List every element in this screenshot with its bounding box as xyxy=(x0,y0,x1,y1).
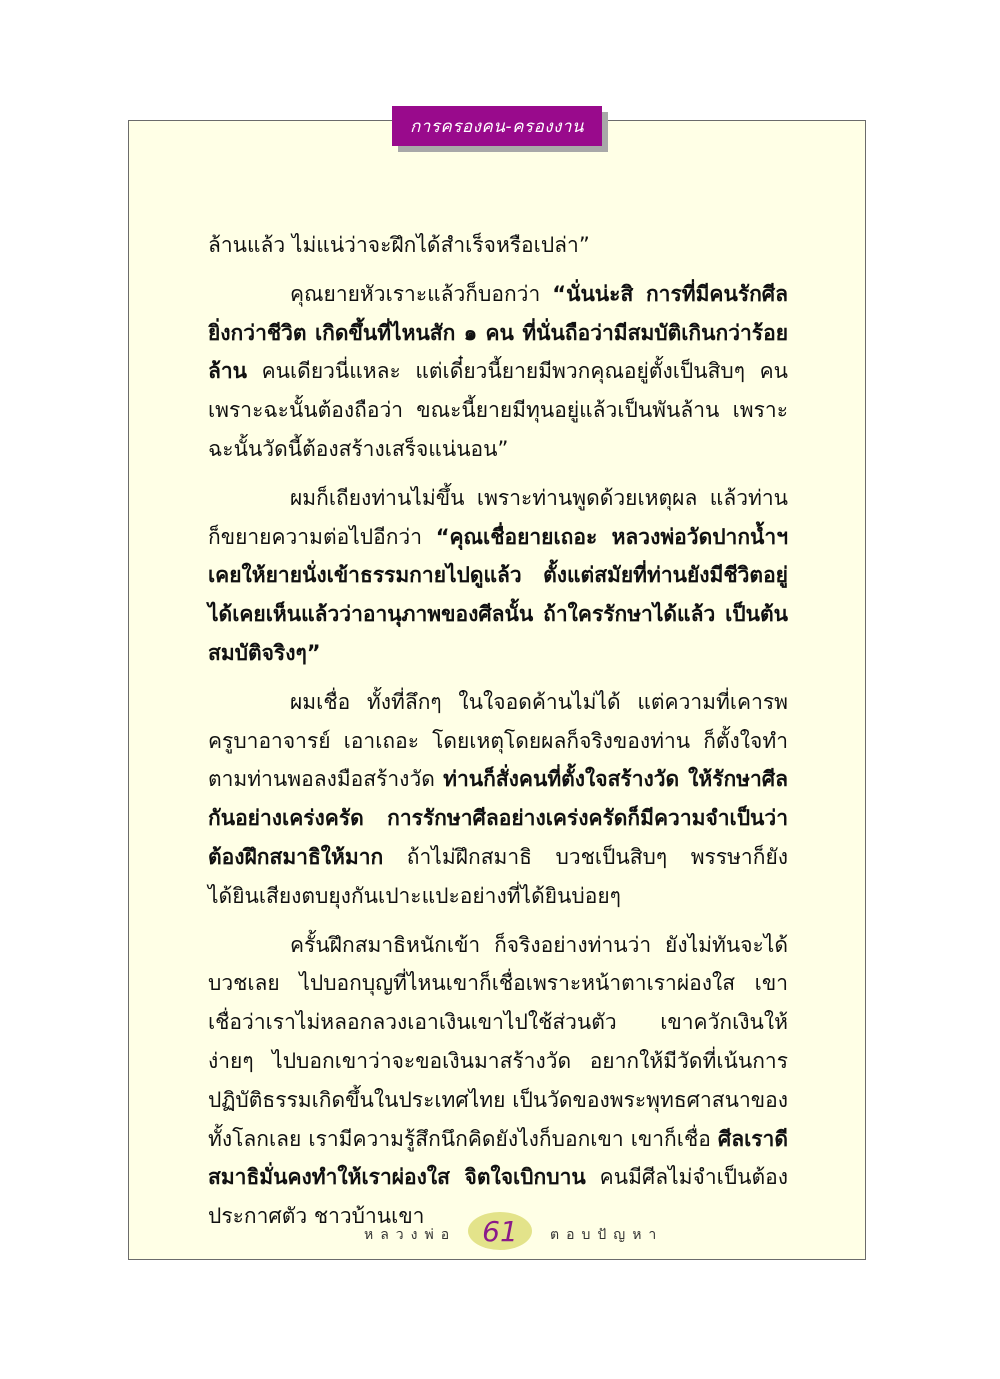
body-text xyxy=(208,226,788,1246)
page-number: 61 xyxy=(482,1214,518,1248)
body-paragraph xyxy=(208,683,788,916)
text-segment: ผมก็เถียงท่านไม่ขึ้น เพราะท่านพูดด้วยเหตุผล แล้วท่านก็ขยายความต่อไปอีกว่า xyxy=(208,485,788,549)
text-segment: ล้านแล้ว ไม่แน่ว่าจะฝึกได้สำเร็จหรือเปล่า” xyxy=(208,233,590,257)
text-segment: คนมีศีลไม่จำเป็นต้องประกาศตัว ชาวบ้านเขา xyxy=(208,1165,788,1229)
text-segment: ผมเชื่อ ทั้งที่ลึกๆ ในใจอดค้านไม่ได้ แต่ความที่เคารพครูบาอาจารย์ เอาเถอะ โดยเหตุโดยผลก็จริงของท่าน ก็ตั้งใจทำตามท่านพอลงมือสร้างวัด xyxy=(208,689,788,792)
text-segment: คนเดียวนี่แหละ แต่เดี๋ยวนี้ยายมีพวกคุณอยู่ตั้งเป็นสิบๆ คน เพราะฉะนั้นต้องถือว่า ขณะนี้ยายมีทุนอยู่แล้วเป็นพันล้าน เพราะฉะนั้นวัดนี้ต้องสร้างเสร็จแน่นอน” xyxy=(208,359,788,461)
body-paragraph xyxy=(208,226,788,265)
emphasized-text: ท่านก็สั่งคนที่ตั้งใจสร้างวัด ให้รักษาศีลกันอย่างเคร่งครัด การรักษาศีลอย่างเคร่งครัดก็มีความจำเป็นว่าต้องฝึกสมาธิให้มาก xyxy=(208,767,789,869)
text-segment: ถ้าไม่ฝึกสมาธิ บวชเป็นสิบๆ พรรษาก็ยังได้ยินเสียงตบยุงกันเปาะแปะอย่างที่ได้ยินบ่อยๆ xyxy=(208,844,788,908)
text-segment: คุณยายหัวเราะแล้วก็บอกว่า xyxy=(290,281,553,306)
page-footer xyxy=(0,1212,1000,1252)
body-paragraph xyxy=(208,275,788,469)
body-paragraph xyxy=(208,926,788,1236)
section-title-tab: การครองคน-ครองงาน xyxy=(392,106,602,146)
text-segment: ครั้นฝึกสมาธิหนักเข้า ก็จริงอย่างท่านว่า ยังไม่ทันจะได้บวชเลย ไปบอกบุญที่ไหนเขาก็เชื่อเพราะหน้าตาเราผ่องใส เขาเชื่อว่าเราไม่หลอกลวงเอาเงินเขาไปใช้ส่วนตัว เขาควักเงินให้ง่ายๆ ไปบอกเขาว่าจะขอเงินมาสร้างวัด อยากให้มีวัดที่เน้นการปฏิบัติธรรมเกิดขึ้นในประเทศไทย เป็นวัดของพระพุทธศาสนาของทั้งโลกเลย เรามีความรู้สึกนึกคิดยังไงก็บอกเขา เขาก็เชื่อ xyxy=(208,932,788,1151)
emphasized-text: ศีลเราดี สมาธิมั่นคงทำให้เราผ่องใส จิตใจเบิกบาน xyxy=(208,1126,788,1190)
footer-right-label: ตอบปัญหา xyxy=(550,1227,664,1243)
emphasized-text: “คุณเชื่อยายเถอะ หลวงพ่อวัดปากน้ำฯ เคยให้ยายนั่งเข้าธรรมกายไปดูแล้ว ตั้งแต่สมัยที่ท่านยังมีชีวิตอยู่ ได้เคยเห็นแล้วว่าอานุภาพของศีลนั้น ถ้าใครรักษาได้แล้ว เป็นต้นสมบัติจริงๆ” xyxy=(208,524,788,665)
footer-left-label: หลวงพ่อ xyxy=(364,1227,457,1243)
body-paragraph xyxy=(208,479,788,673)
emphasized-text: “นั่นน่ะสิ การที่มีคนรักศีลยิ่งกว่าชีวิต เกิดขึ้นที่ไหนสัก ๑ คน ที่นั่นถือว่ามีสมบัติเกินกว่าร้อยล้าน xyxy=(208,281,789,384)
